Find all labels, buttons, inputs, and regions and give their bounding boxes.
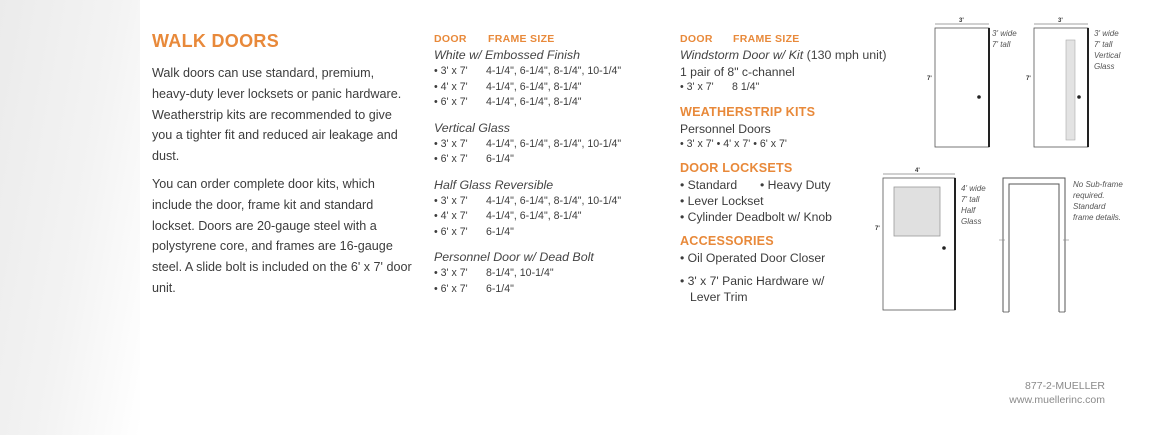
door-note (1094, 28, 1120, 72)
door-size: • 3' x 7' (680, 81, 714, 93)
locksets-title: DOOR LOCKSETS (680, 161, 793, 175)
width-label: 3' (1058, 18, 1063, 24)
lockset-item: • Heavy Duty (760, 178, 831, 192)
frame-sizes: 6-1/4" (486, 225, 514, 238)
door-knob (977, 95, 981, 99)
door-size: • 6' x 7' (434, 282, 468, 295)
note-line: 4' wide (961, 184, 986, 193)
note-line: 3' wide (992, 29, 1017, 38)
table-header (434, 33, 621, 47)
header-door: DOOR (434, 33, 467, 45)
weatherstrip-sizes: • 3' x 7' • 4' x 7' • 6' x 7' (680, 137, 787, 150)
door-frame-size-table (434, 33, 621, 297)
door-size: • 4' x 7' (434, 80, 468, 93)
frame-note (1073, 179, 1123, 223)
door-size: • 6' x 7' (434, 96, 468, 108)
frame-sizes: 4-1/4", 6-1/4", 8-1/4", 10-1/4" (486, 194, 622, 207)
group-name: White w/ Embossed Finish (434, 48, 580, 62)
header-frame-size: FRAME SIZE (733, 33, 800, 45)
header-frame-size: FRAME SIZE (488, 33, 555, 45)
lockset-row (680, 177, 886, 193)
note-line: Glass (961, 217, 982, 226)
table-row (434, 209, 621, 225)
note-line: frame details. (1073, 213, 1122, 222)
frame-sizes: 4-1/4", 6-1/4", 8-1/4" (486, 96, 582, 108)
footer-phone: 877-2-MUELLER (1025, 380, 1105, 392)
door-outline (935, 28, 989, 147)
frame-sizes: 4-1/4", 6-1/4", 8-1/4", 10-1/4" (486, 65, 622, 77)
weatherstrip-title: WEATHERSTRIP KITS (680, 104, 816, 119)
door-size: • 3' x 7' (434, 267, 468, 279)
note-line: Standard (1073, 202, 1106, 211)
intro-paragraph-1: Walk doors can use standard, premium, heavy-duty lever locksets or panic hardware. Weatherstrip kits are recommended to give you a tighter fit and reduced air leakage and dust. (152, 66, 402, 164)
width-label: 3' (959, 18, 964, 24)
frame-outer (1003, 178, 1065, 312)
table-row (434, 80, 621, 96)
accessory-item: • Oil Operated Door Closer (680, 251, 826, 265)
note-line: Glass (1094, 62, 1115, 71)
table-row (434, 137, 621, 153)
door-knob (942, 246, 946, 250)
frame-inner (1009, 184, 1059, 312)
height-label: 7' (927, 76, 932, 82)
door-size: • 4' x 7' (434, 210, 468, 222)
half-glass-panel (894, 187, 940, 236)
door-knob (1077, 95, 1081, 99)
door-size: • 3' x 7' (434, 194, 468, 207)
vertical-glass-panel (1066, 40, 1075, 140)
table-row (434, 282, 621, 298)
frame-sizes: 8-1/4", 10-1/4" (486, 267, 554, 279)
door-size: • 6' x 7' (434, 225, 468, 238)
door-size: • 3' x 7' (434, 137, 468, 150)
height-label: 7' (1026, 76, 1031, 82)
frame-sizes: 4-1/4", 6-1/4", 8-1/4" (486, 210, 582, 222)
table-header (680, 33, 886, 47)
note-line: required. (1073, 191, 1105, 200)
note-line: 7' tall (1094, 40, 1113, 49)
page-edge-shading (0, 0, 140, 435)
door-size: • 6' x 7' (434, 153, 468, 165)
page-title: WALK DOORS (152, 31, 279, 51)
lockset-item: • Cylinder Deadbolt w/ Knob (680, 210, 832, 224)
table-row (434, 64, 621, 80)
group-name: Half Glass Reversible (434, 177, 554, 192)
group-name: Vertical Glass (434, 120, 510, 135)
weatherstrip-item: Personnel Doors (680, 121, 771, 136)
door-note (992, 28, 1017, 50)
channel-text: 1 pair of 8" c-channel (680, 65, 795, 79)
intro-paragraph-2: You can order complete door kits, which include the door, frame kit and standard lockset. Doors are 20-gauge steel with a polystyrene core, and frames are 16-gauge steel. A slide bolt is included on the 6' x 7' door unit. (152, 177, 412, 295)
header-door: DOOR (680, 33, 713, 45)
table-row (434, 152, 621, 168)
lockset-item: • Lever Lockset (680, 194, 764, 208)
frame-sizes: 4-1/4", 6-1/4", 8-1/4" (486, 80, 582, 93)
table-row (434, 225, 621, 241)
door-vertical-glass-diagram (1034, 24, 1094, 149)
options-column (680, 33, 886, 305)
table-row (434, 266, 621, 282)
door-note (961, 183, 986, 227)
width-label: 4' (915, 168, 920, 174)
frame-sizes: 4-1/4", 6-1/4", 8-1/4", 10-1/4" (486, 137, 622, 150)
frame-sizes: 6-1/4" (486, 153, 514, 165)
door-size: • 3' x 7' (434, 65, 468, 77)
note-line: 3' wide (1094, 29, 1119, 38)
group-name: Personnel Door w/ Dead Bolt (434, 250, 594, 264)
height-label: 7' (875, 226, 880, 232)
door-half-glass-diagram (883, 174, 958, 314)
door-outline (1034, 28, 1088, 147)
accessory-item: Lever Trim (690, 290, 748, 304)
footer-url[interactable]: www.muellerinc.com (1009, 394, 1105, 406)
note-line: Vertical (1094, 51, 1121, 60)
frame-sizes: 8 1/4" (732, 81, 760, 93)
note-line: Half (961, 206, 976, 215)
door-frame-diagram (1003, 178, 1068, 313)
windstorm-rating: (130 mph unit) (803, 48, 887, 62)
accessory-item: • 3' x 7' Panic Hardware w/ (680, 274, 825, 288)
door-3x7-diagram (935, 24, 995, 149)
note-line: 7' tall (992, 40, 1011, 49)
note-line: 7' tall (961, 195, 980, 204)
windstorm-door (680, 47, 886, 64)
accessories-title: ACCESSORIES (680, 234, 774, 248)
lockset-item: • Standard (680, 178, 738, 192)
frame-sizes: 6-1/4" (486, 282, 514, 295)
table-row (434, 194, 621, 210)
table-row (680, 80, 886, 96)
windstorm-name: Windstorm Door w/ Kit (680, 48, 804, 62)
table-row (434, 95, 621, 111)
note-line: No Sub-frame (1073, 180, 1123, 189)
